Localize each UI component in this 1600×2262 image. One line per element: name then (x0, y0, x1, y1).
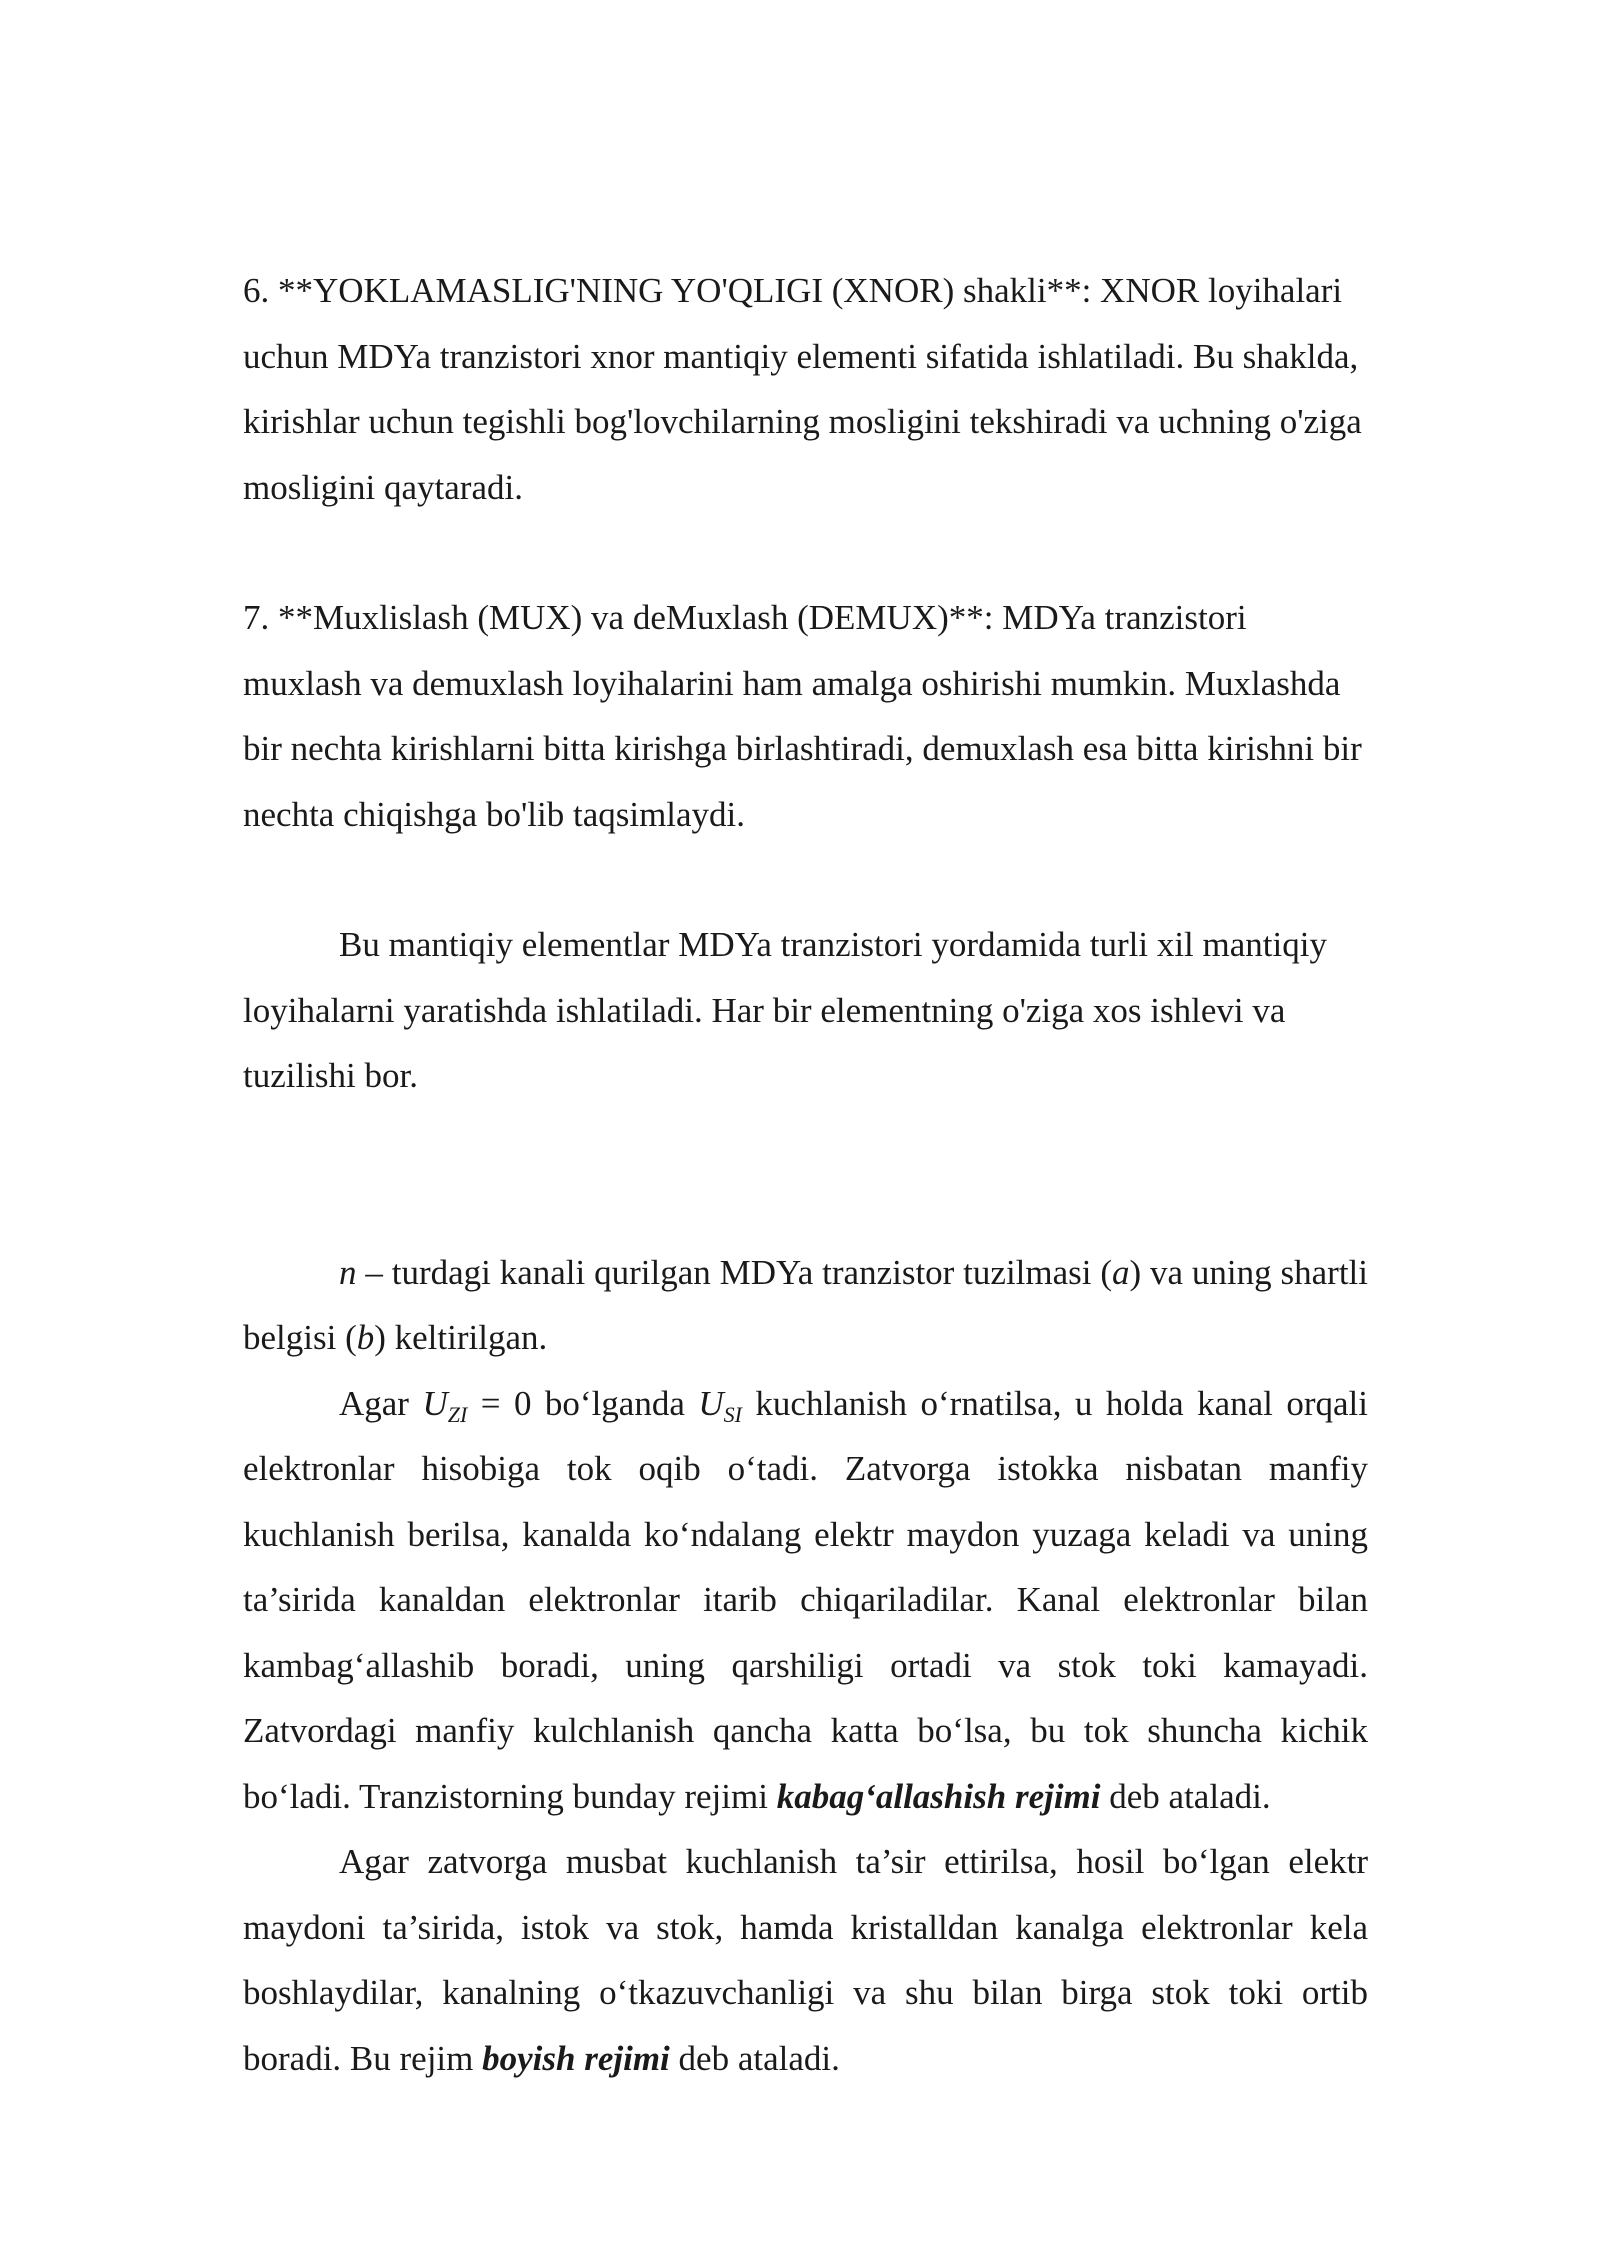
depletion-mode-term: kabag‘allashish rejimi (776, 1776, 1101, 1816)
depletion-text-1: Agar (339, 1383, 423, 1423)
enhancement-text-2: deb ataladi. (669, 2038, 840, 2078)
variable-a: a (1112, 1252, 1130, 1292)
caption-text-1: – turdagi kanali qurilgan MDYa tranzistor tuzilmasi ( (356, 1252, 1113, 1292)
paragraph-mux-demux-text: 7. **Muxlislash (MUX) va deMuxlash (DEMUX)**: MDYa tranzistori muxlash va demuxlash loyihalarini ham amalga oshirishi mumkin. Muxlashda bir nechta kirishlarni bitta kirishga birlashtiradi, demuxlash esa bitta kirishni bir nechta chiqishga bo'lib taqsimlaydi. (243, 598, 1362, 834)
paragraph-xnor-text: 6. **YOKLAMASLIG'NING YO'QLIGI (XNOR) shakli**: XNOR loyihalari uchun MDYa tranzistori xnor mantiqiy elementi sifatida ishlatiladi. Bu shaklda, kirishlar uchun tegishli bog'lovchilarning mosligini tekshiradi va uchning o'ziga mosligini qaytaradi. (243, 271, 1362, 507)
paragraph-summary-text: Bu mantiqiy elementlar MDYa tranzistori yordamida turli xil mantiqiy loyihalarni yaratishda ishlatiladi. Har bir elementning o'ziga xos ishlevi va tuzilishi bor. (243, 925, 1327, 1095)
depletion-text-2: = 0 bo‘lganda (467, 1383, 699, 1423)
voltage-u-si-subscript: SI (723, 1401, 742, 1427)
document-page (243, 258, 1368, 2091)
voltage-u-zi-symbol: U (422, 1383, 448, 1423)
caption-text-3: ) keltirilgan. (374, 1318, 548, 1357)
depletion-text-3: kuchlanish o‘rnatilsa, u holda kanal orqali elektronlar hisobiga tok oqib o‘tadi. Zatvorga istokka nisbatan manfiy kuchlanish berilsa, kanalda ko‘ndalang elektr maydon yuzaga keladi va uning ta’sirida kanaldan elektronlar itarib chiqariladilar. Kanal elektronlar bilan kambag‘allashib boradi, uning qarshiligi ortadi va stok toki kamayadi. Zatvordagi manfiy kulchlanish qancha katta bo‘lsa, bu tok shuncha kichik bo‘ladi. Tranzistorning bunday rejimi (243, 1383, 1369, 1816)
paragraph-summary (243, 912, 1368, 1109)
voltage-u-zi-subscript: ZI (447, 1401, 468, 1427)
voltage-u-si-symbol: U (698, 1383, 724, 1423)
paragraph-mux-demux (243, 585, 1368, 847)
voltage-u-zi (422, 1383, 468, 1427)
paragraph-figure-caption (243, 1240, 1368, 1371)
enhancement-text-1: Agar zatvorga musbat kuchlanish ta’sir ettirilsa, hosil bo‘lgan elektr maydoni ta’sirida, istok va stok, hamda kristalldan kanalga elektronlar kela boshlaydilar, kanalning o‘tkazuvchanligi va shu bilan birga stok toki ortib boradi. Bu rejim (243, 1842, 1368, 2078)
voltage-u-si (698, 1383, 742, 1427)
caption-text-2: ) va uning shartli belgisi ( (243, 1252, 1368, 1357)
paragraph-depletion-mode (243, 1371, 1368, 1830)
variable-b: b (356, 1318, 375, 1357)
paragraph-enhancement-mode (243, 1829, 1368, 2091)
variable-n: n (339, 1252, 357, 1292)
enhancement-mode-term: boyish rejimi (482, 2038, 670, 2078)
depletion-text-4: deb ataladi. (1100, 1776, 1271, 1816)
paragraph-xnor (243, 258, 1368, 520)
